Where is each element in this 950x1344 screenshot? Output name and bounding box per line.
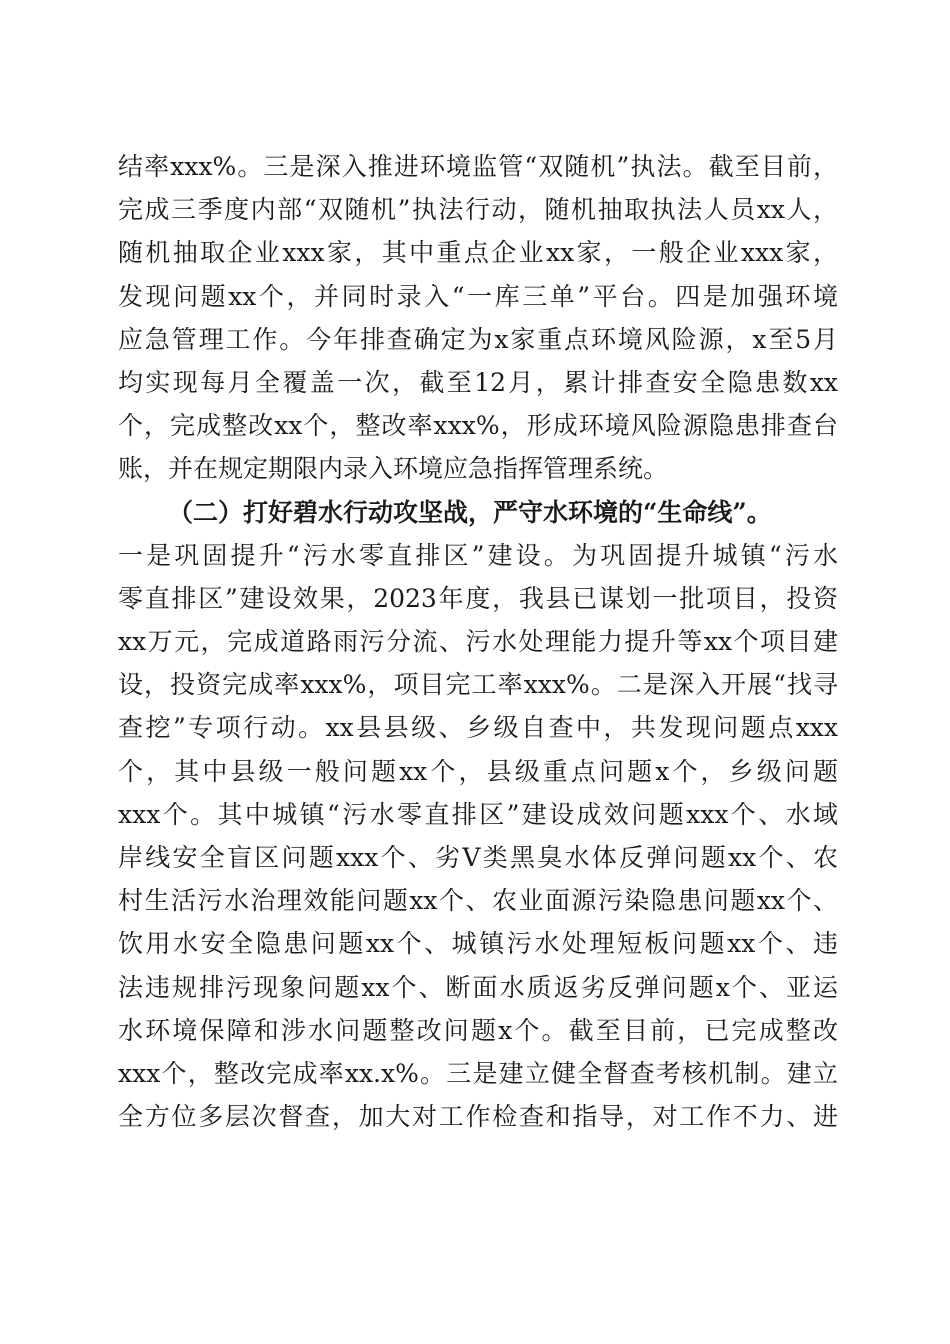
text-line: 村生活污水治理效能问题xx个、农业面源污染隐患问题xx个、: [118, 886, 838, 916]
text-line: 查挖”专项行动。xx县县级、乡级自查中，共发现问题点xxx: [118, 713, 838, 743]
text-line: 饮用水安全隐患问题xx个、城镇污水处理短板问题xx个、违: [118, 929, 838, 959]
text-line: 设，投资完成率xxx%，项目完工率xxx%。二是深入开展“找寻: [118, 670, 838, 700]
text-line: 发现问题xx个，并同时录入“一库三单”平台。四是加强环境: [118, 281, 838, 311]
text-line: 全方位多层次督查，加大对工作检查和指导，对工作不力、进: [118, 1102, 838, 1132]
text-line: 水环境保障和涉水问题整改问题x个。截至目前，已完成整改: [118, 1015, 838, 1045]
text-line: 零直排区”建设效果，2023年度，我县已谋划一批项目，投资: [118, 583, 838, 613]
text-line: 个，完成整改xx个，整改率xxx%，形成环境风险源隐患排查台: [118, 411, 838, 441]
document-body: [118, 145, 838, 1138]
text-line: 一是巩固提升“污水零直排区”建设。为巩固提升城镇“污水: [118, 540, 838, 570]
section-heading: （二）打好碧水行动攻坚战，严守水环境的“生命线”。: [168, 497, 772, 527]
text-line: 完成三季度内部“双随机”执法行动，随机抽取执法人员xx人，: [118, 195, 838, 225]
text-line: 岸线安全盲区问题xxx个、劣Ⅴ类黑臭水体反弹问题xx个、农: [118, 843, 838, 872]
text-line: 应急管理工作。今年排查确定为x家重点环境风险源，x至5月: [118, 324, 838, 354]
text-line: 结率xxx%。三是深入推进环境监管“双随机”执法。截至目前，: [118, 152, 838, 181]
text-line: xxx个。其中城镇“污水零直排区”建设成效问题xxx个、水域: [118, 799, 838, 829]
text-line: 个，其中县级一般问题xx个，县级重点问题x个，乡级问题: [118, 756, 838, 786]
text-line: 法违规排污现象问题xx个、断面水质返劣反弹问题x个、亚运: [118, 972, 838, 1002]
text-line: 账，并在规定期限内录入环境应急指挥管理系统。: [118, 454, 669, 484]
text-line: 随机抽取企业xxx家，其中重点企业xx家，一般企业xxx家，: [118, 238, 838, 268]
text-line: 均实现每月全覆盖一次，截至12月，累计排查安全隐患数xx: [118, 367, 838, 397]
text-line: xxx个，整改完成率xx.x%。三是建立健全督查考核机制。建立: [118, 1058, 838, 1088]
text-line: xx万元，完成道路雨污分流、污水处理能力提升等xx个项目建: [118, 627, 838, 657]
